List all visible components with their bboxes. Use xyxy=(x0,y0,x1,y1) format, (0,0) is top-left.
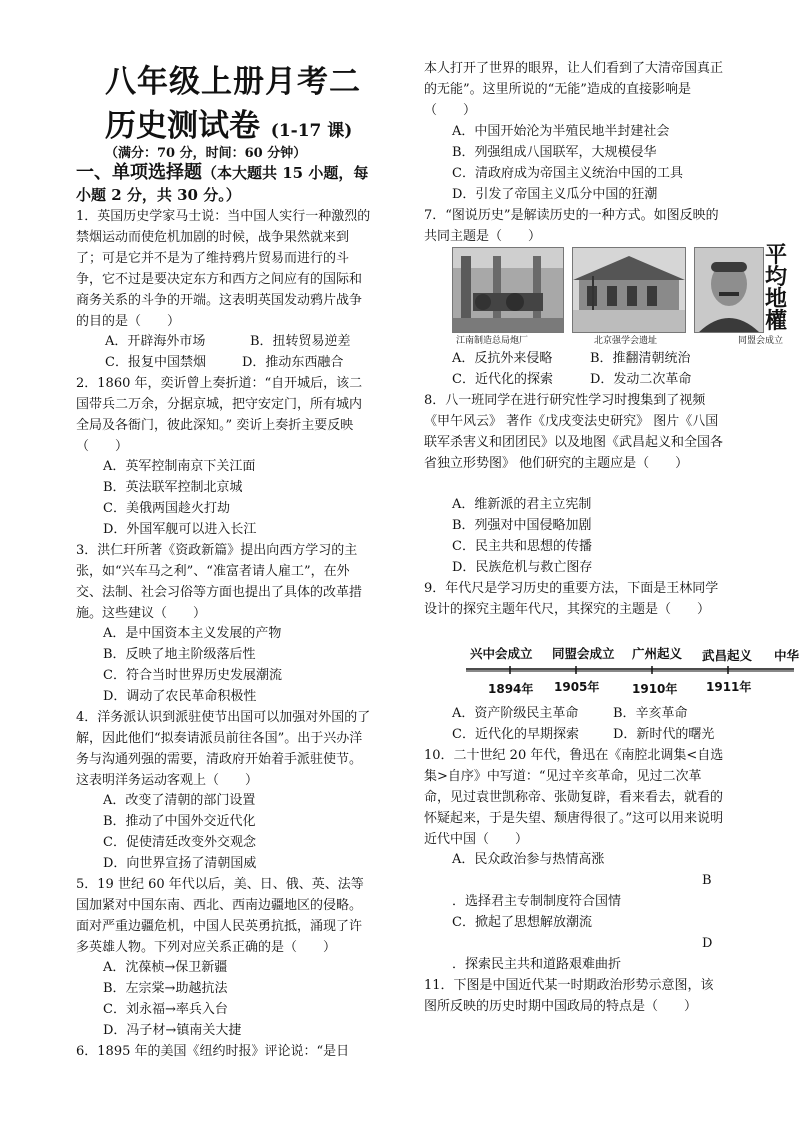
question-9-option-c[interactable]: C．近代化的早期探索 xyxy=(452,727,579,742)
question-4-option-c[interactable]: C．促使清廷改变外交观念 xyxy=(103,835,256,850)
exam-title-line1: 八年级上册月考二 xyxy=(105,64,361,100)
question-8-stem: 8．八一班同学在进行研究性学习时搜集到了视频《甲午风云》 著作《戊戌变法史研究》 图片《八国联军杀害义和团团民》以及地图《武昌起义和全国各省独立形势图》 他们研究的主题应是（ ） xyxy=(424,393,724,471)
question-2-option-d[interactable]: D．外国军舰可以进入长江 xyxy=(103,522,257,537)
arsenal-photo-drawing xyxy=(453,248,563,332)
question-5-option-c[interactable]: C．刘永福→率兵入台 xyxy=(103,1002,228,1017)
exam-title-range: (1-17 课) xyxy=(270,121,353,141)
question-8-option-b[interactable]: B．列强对中国侵略加剧 xyxy=(452,518,592,533)
question-5-option-d[interactable]: D．冯子材→镇南关大捷 xyxy=(103,1023,242,1038)
qiangxuehui-photo-drawing xyxy=(573,248,685,332)
question-1-option-c[interactable]: C．报复中国禁烟 xyxy=(105,355,206,370)
exam-title-main: 历史测试卷 xyxy=(105,108,260,144)
timeline-year-2: 1910年 xyxy=(632,682,678,696)
question-4-option-b[interactable]: B．推动了中国外交近代化 xyxy=(103,814,256,829)
question-7-option-d[interactable]: D．发动二次革命 xyxy=(590,372,692,387)
question-4-option-d[interactable]: D．向世界宣扬了清朝国威 xyxy=(103,856,257,871)
timeline-year-1: 1905年 xyxy=(554,680,600,694)
question-2-option-c[interactable]: C．美俄两国趁火打劫 xyxy=(103,501,230,516)
question-3-option-b[interactable]: B．反映了地主阶级落后性 xyxy=(103,647,256,662)
question-2-option-b[interactable]: B．英法联军控制北京城 xyxy=(103,480,243,495)
question-5-option-a[interactable]: A．沈葆桢→保卫新疆 xyxy=(103,960,228,975)
sun-yatsen-portrait-drawing xyxy=(695,248,763,332)
qiangxuehui-photo xyxy=(572,247,686,333)
question-8-option-a[interactable]: A．维新派的君主立宪制 xyxy=(452,497,592,512)
question-6-stem-start: 6．1895 年的美国《纽约时报》评论说：“是日 xyxy=(76,1044,350,1059)
question-2-option-a[interactable]: A．英军控制南京下关江面 xyxy=(103,459,256,474)
timeline-year-3: 1911年 xyxy=(706,680,752,694)
question-9-option-b[interactable]: B．辛亥革命 xyxy=(613,706,688,721)
question-1-stem: 1．英国历史学家马士说：当中国人实行一种激烈的禁烟运动而使危机加剧的时候，战争果然就来到了；可是它并不是为了维持鸦片贸易而进行的斗争，它不过是要决定东方和西方之间应有的国际和商务关系的斗争的开端。这表明英国发动鸦片战争的目的是（ ） xyxy=(76,209,371,329)
question-9-stem: 9．年代尺是学习历史的重要方法，下面是王林同学设计的探究主题年代尺，其探究的主题是（ ） xyxy=(424,581,719,617)
arsenal-caption: 江南制造总局炮厂 xyxy=(456,336,529,346)
section-title-main: 一、单项选择题 xyxy=(76,162,202,183)
timeline-year-0: 1894年 xyxy=(488,682,534,696)
section-title xyxy=(76,162,376,206)
question-3-stem: 3．洪仁玕所著《资政新篇》提出向西方学习的主张，如“兴车马之利”、“准富者请人雇工”，在外交、法制、社会习俗等方面也提出了具体的改革措施。这些建议（ ） xyxy=(76,543,363,621)
timeline-event-1: 同盟会成立 xyxy=(552,646,615,661)
question-4-stem: 4．洋务派认识到派驻使节出国可以加强对外国的了解，因此他们“拟奏请派员前往各国”。出于兴办洋务与沟通列强的需要，清政府开始着手派驻使节。这表明洋务运动客观上（ ） xyxy=(76,710,371,788)
question-1-option-d[interactable]: D．推动东西融合 xyxy=(242,355,344,370)
question-7-stem: 7．“图说历史”是解读历史的一种方式。如图反映的共同主题是（ ） xyxy=(424,208,719,244)
question-5-option-b[interactable]: B．左宗棠→助越抗法 xyxy=(103,981,228,996)
question-3-option-c[interactable]: C．符合当时世界历史发展潮流 xyxy=(103,668,282,683)
question-10-option-c[interactable]: C．掀起了思想解放潮流 xyxy=(452,915,592,930)
question-7-option-a[interactable]: A．反抗外来侵略 xyxy=(452,351,553,366)
question-6-option-a[interactable]: A．中国开始沦为半殖民地半封建社会 xyxy=(452,124,670,139)
timeline xyxy=(466,640,799,702)
arsenal-photo xyxy=(452,247,564,333)
question-1-option-a[interactable]: A．开辟海外市场 xyxy=(105,334,206,349)
question-6-option-d[interactable]: D．引发了帝国主义瓜分中国的狂潮 xyxy=(452,187,658,202)
section-title-desc: （本大题共 15 小题，每小题 2 分，共 30 分。） xyxy=(76,164,369,204)
question-9-option-a[interactable]: A．资产阶级民主革命 xyxy=(452,706,579,721)
question-3-option-a[interactable]: A．是中国资本主义发展的产物 xyxy=(103,626,282,641)
tongmenghui-caption: 同盟会成立 xyxy=(738,336,784,346)
exam-title-line2 xyxy=(105,100,352,145)
question-10-stem: 10．二十世纪 20 年代，鲁迅在《南腔北调集<自选集>自序》中写道：“见过辛亥革命，见过二次革命，见过袁世凯称帝、张勋复辟，看来看去，就看的怀疑起来，于是失望、颓唐得很了。”这可以用来说明近代中国（ ） xyxy=(424,748,724,847)
timeline-event-3: 武昌起义 xyxy=(702,648,753,663)
question-10-option-d-text[interactable]: ．探索民主共和道路艰难曲折 xyxy=(452,957,622,972)
slogan-calligraphy: 平均地權 xyxy=(765,242,788,334)
question-7-option-b[interactable]: B．推翻清朝统治 xyxy=(590,351,691,366)
sun-yatsen-portrait xyxy=(694,247,764,333)
question-9-option-d[interactable]: D．新时代的曙光 xyxy=(613,727,715,742)
question-10-option-b-text[interactable]: ．选择君主专制制度符合国情 xyxy=(452,894,622,909)
question-7-option-c[interactable]: C．近代化的探索 xyxy=(452,372,553,387)
question-3-option-d[interactable]: D．调动了农民革命积极性 xyxy=(103,689,257,704)
question-11-stem: 11．下图是中国近代某一时期政治形势示意图，该图所反映的历史时期中国政局的特点是（ ） xyxy=(424,978,714,1014)
question-2-stem: 2．1860 年，奕䜣曾上奏折道：“自开城后，该二国带兵二万余，分据京城，把守安定门，所有城内全局及各衙门，彼此深知。” 奕䜣上奏折主要反映（ ） xyxy=(76,376,363,454)
question-5-stem: 5．19 世纪 60 年代以后，美、日、俄、英、法等国加紧对中国东南、西北、西南边疆地区的侵略。面对严重边疆危机，中国人民英勇抗抵，涌现了许多英雄人物。下列对应关系正确的是（ ） xyxy=(76,877,364,955)
question-4-option-a[interactable]: A．改变了清朝的部门设置 xyxy=(103,793,256,808)
question-6-option-c[interactable]: C．清政府成为帝国主义统治中国的工具 xyxy=(452,166,683,181)
question-8-option-d[interactable]: D．民族危机与救亡图存 xyxy=(452,560,593,575)
timeline-event-0: 兴中会成立 xyxy=(470,646,533,661)
question-8-option-c[interactable]: C．民主共和思想的传播 xyxy=(452,539,592,554)
qiangxuehui-caption: 北京强学会遗址 xyxy=(594,336,658,346)
question-6-option-b[interactable]: B．列强组成八国联军，大规模侵华 xyxy=(452,145,657,160)
score-info: （满分：70 分，时间：60 分钟） xyxy=(105,146,307,161)
question-10-option-d-letter[interactable]: D xyxy=(702,936,713,951)
timeline-event-2: 广州起义 xyxy=(632,646,683,661)
question-6-stem-cont: 本人打开了世界的眼界，让人们看到了大清帝国真正的无能”。这里所说的“无能”造成的直接影响是（ ） xyxy=(424,61,724,118)
question-10-option-a[interactable]: A．民众政治参与热情高涨 xyxy=(452,852,605,867)
timeline-event-4: 中华 xyxy=(774,648,799,663)
question-10-option-b-letter[interactable]: B xyxy=(702,873,712,888)
question-1-option-b[interactable]: B．扭转贸易逆差 xyxy=(250,334,351,349)
